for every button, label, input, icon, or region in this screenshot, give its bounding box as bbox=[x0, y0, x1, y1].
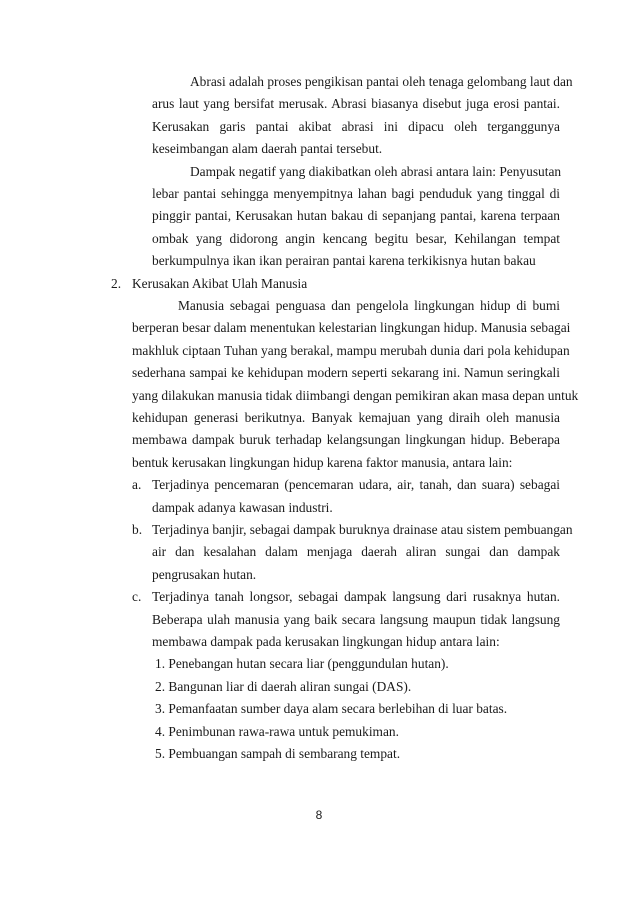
section-number: 2. bbox=[111, 275, 122, 291]
paragraph-line: makhluk ciptaan Tuhan yang berakal, mampu merubah dunia dari pola kehidupan bbox=[132, 342, 570, 358]
paragraph-line: ombak yang didorong angin kencang begitu besar, Kehilangan tempat bbox=[152, 230, 560, 246]
paragraph-line: Kerusakan garis pantai akibat abrasi ini dipacu oleh terganggunya bbox=[152, 118, 560, 134]
paragraph-line: arus laut yang bersifat merusak. Abrasi biasanya disebut juga erosi pantai. bbox=[152, 96, 560, 112]
paragraph-line: pinggir pantai, Kerusakan hutan bakau di sepanjang pantai, karena terpaan bbox=[152, 208, 560, 224]
list-item-line: Beberapa ulah manusia yang baik secara langsung maupun tidak langsung bbox=[152, 611, 560, 627]
list-item-line: Terjadinya pencemaran (pencemaran udara, air, tanah, dan suara) sebagai bbox=[152, 477, 560, 493]
list-item-line: Terjadinya tanah longsor, sebagai dampak langsung dari rusaknya hutan. bbox=[152, 589, 560, 605]
sublist-item: 5. Pembuangan sampah di sembarang tempat. bbox=[155, 746, 401, 761]
paragraph-line: berperan besar dalam menentukan kelestarian lingkungan hidup. Manusia sebagai bbox=[132, 320, 571, 336]
paragraph-line: keseimbangan alam daerah pantai tersebut. bbox=[152, 141, 383, 157]
paragraph-line: yang dilakukan manusia tidak diimbangi dengan pemikiran akan masa depan untuk bbox=[132, 387, 579, 403]
paragraph-line: kehidupan generasi berikutnya. Banyak kemajuan yang diraih oleh manusia bbox=[132, 410, 560, 425]
list-item-line: membawa dampak pada kerusakan lingkungan hidup antara lain: bbox=[152, 634, 500, 649]
sublist-item: 2. Bangunan liar di daerah aliran sungai (DAS). bbox=[155, 678, 412, 694]
list-item-line: dampak adanya kawasan industri. bbox=[152, 499, 333, 515]
list-marker: a. bbox=[132, 477, 142, 493]
sublist-item: 3. Pemanfaatan sumber daya alam secara berlebihan di luar batas. bbox=[155, 701, 508, 717]
paragraph-line: Abrasi adalah proses pengikisan pantai oleh tenaga gelombang laut dan bbox=[190, 74, 573, 89]
paragraph-line: Manusia sebagai penguasa dan pengelola lingkungan hidup di bumi bbox=[178, 298, 560, 313]
page-number: 8 bbox=[315, 808, 323, 822]
paragraph-line: Dampak negatif yang diakibatkan oleh abrasi antara lain: Penyusutan bbox=[190, 163, 562, 179]
sublist-item: 4. Penimbunan rawa-rawa untuk pemukiman. bbox=[155, 723, 399, 739]
list-item-line: pengrusakan hutan. bbox=[152, 566, 257, 582]
paragraph-line: berkumpulnya ikan ikan perairan pantai karena terkikisnya hutan bakau bbox=[152, 253, 536, 269]
sublist-item: 1. Penebangan hutan secara liar (penggundulan hutan). bbox=[155, 656, 449, 672]
paragraph-line: membawa dampak buruk terhadap kelangsungan lingkungan hidup. Beberapa bbox=[132, 432, 560, 448]
paragraph-line: bentuk kerusakan lingkungan hidup karena faktor manusia, antara lain: bbox=[132, 454, 513, 470]
paragraph-line: lebar pantai sehingga menyempitnya lahan bagi penduduk yang tinggal di bbox=[152, 186, 560, 201]
section-heading: Kerusakan Akibat Ulah Manusia bbox=[132, 275, 308, 291]
list-item-line: Terjadinya banjir, sebagai dampak buruknya drainase atau sistem pembuangan bbox=[152, 522, 573, 537]
list-marker: c. bbox=[132, 589, 142, 605]
list-marker: b. bbox=[132, 522, 143, 537]
list-item-line: air dan kesalahan dalam menjaga daerah aliran sungai dan dampak bbox=[152, 544, 560, 560]
paragraph-line: sederhana sampai ke kehidupan modern seperti sekarang ini. Namun seringkali bbox=[132, 365, 560, 381]
